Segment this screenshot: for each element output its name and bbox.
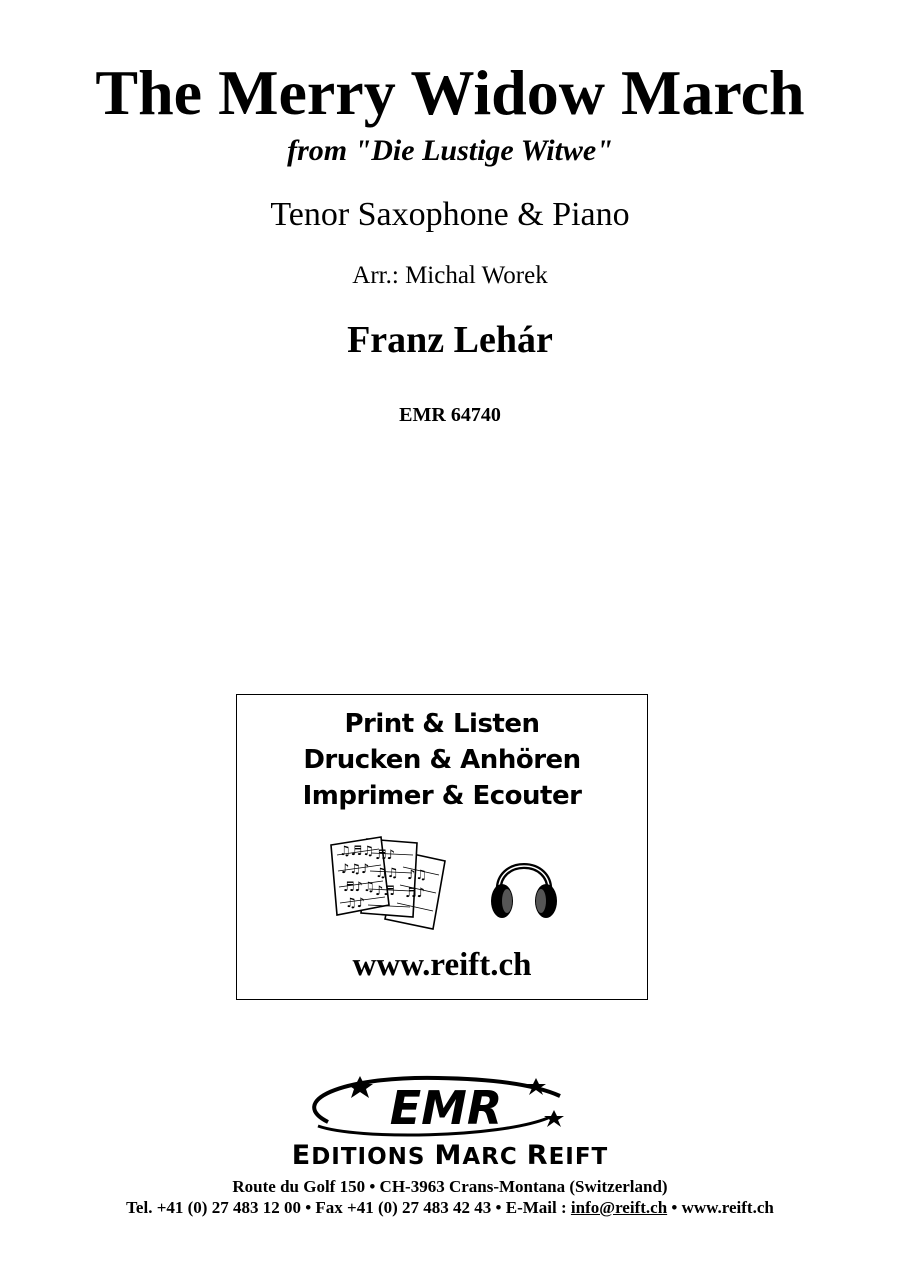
publisher-name: EDITIONS MARC REIFT (291, 1140, 609, 1171)
publisher-contact: Tel. +41 (0) 27 483 12 00 • Fax +41 (0) 27 483 42 43 • E-Mail : info@reift.ch • www.reift.ch (126, 1198, 774, 1217)
svg-text:♬♪: ♬♪ (405, 886, 425, 901)
publisher-address: Route du Golf 150 • CH-3963 Crans-Montana (Switzerland) (232, 1177, 668, 1196)
svg-text:♬♪: ♬♪ (375, 848, 395, 863)
promo-line-german: Drucken & Anhören (303, 745, 581, 775)
title: The Merry Widow March (95, 57, 805, 128)
sheet-music-icon (329, 833, 455, 931)
headphones-icon (489, 847, 559, 923)
emr-logo (298, 1072, 578, 1142)
svg-text:♪♬: ♪♬ (375, 884, 395, 899)
svg-text:♫♪: ♫♪ (345, 896, 365, 911)
emr-logo-text: EMR (389, 1081, 503, 1135)
instrumentation: Tenor Saxophone & Piano (270, 196, 630, 233)
svg-text:♪♫: ♪♫ (407, 868, 427, 883)
promo-line-english: Print & Listen (344, 709, 540, 739)
email-link[interactable]: info@reift.ch (570, 1198, 668, 1217)
print-listen-box (236, 694, 648, 1000)
subtitle: from "Die Lustige Witwe" (287, 134, 613, 167)
arranger: Arr.: Michal Worek (352, 262, 548, 289)
svg-text:♪♫♪: ♪♫♪ (341, 862, 370, 877)
composer: Franz Lehár (347, 319, 553, 361)
catalog-number: EMR 64740 (399, 404, 501, 426)
promo-line-french: Imprimer & Ecouter (302, 781, 582, 811)
promo-url-link[interactable]: www.reift.ch (352, 947, 532, 983)
svg-text:♫♬♫: ♫♬♫ (339, 844, 374, 859)
svg-text:♬♪♫: ♬♪♫ (343, 880, 375, 895)
svg-text:♫♫: ♫♫ (375, 866, 399, 881)
